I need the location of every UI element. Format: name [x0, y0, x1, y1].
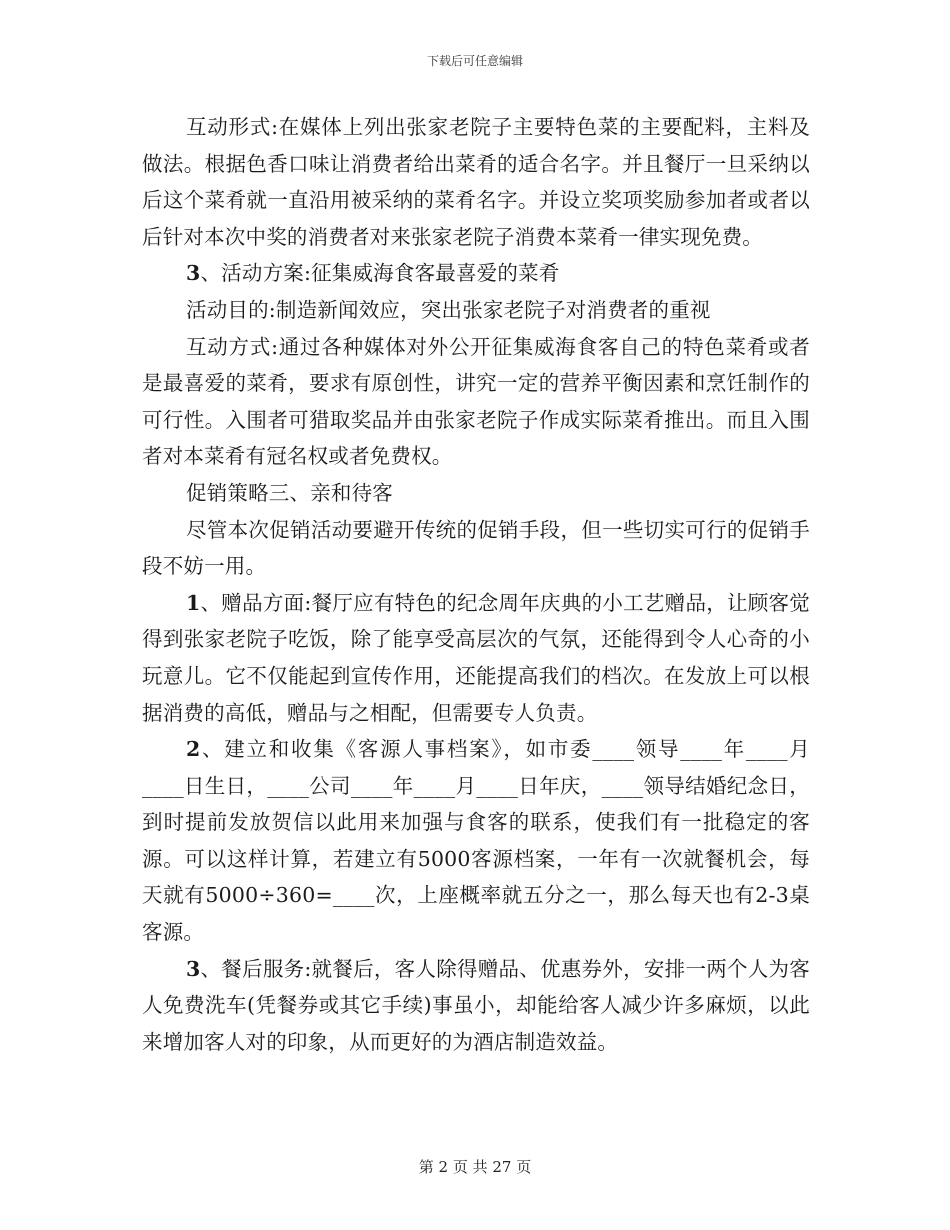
page-number: 第 2 页 共 27 页: [418, 1158, 532, 1176]
paragraph-text: 促销策略三、亲和待客: [186, 480, 393, 505]
paragraph-number: 1: [186, 590, 201, 615]
paragraph-text: 、建立和收集《客源人事档案》，如市委____领导____年____月____日生日，____公司____年____月____日年庆，____领导结婚纪念日，到时提前发放贺信以此用来加强与食客的联系，使我们有一批稳定的客源。可以这样计算，若建立有5000客源档案，一年有一次就餐机会，每天就有5000÷360=____次，上座概率就五分之一，那么每天也有2-3桌客源。: [142, 737, 810, 945]
paragraph: [142, 951, 810, 1061]
document-body: [142, 109, 810, 1060]
section-heading: [142, 475, 810, 512]
paragraph-text: 、赠品方面:餐厅应有特色的纪念周年庆典的小工艺赠品，让顾客觉得到张家老院子吃饭，除了能享受高层次的气氛，还能得到令人心奇的小玩意儿。它不仅能起到宣传作用，还能提高我们的档次。在发放上可以根据消费的高低，赠品与之相配，但需要专人负责。: [142, 590, 810, 725]
paragraph: [142, 255, 810, 292]
paragraph: [142, 329, 810, 475]
paragraph-number: 3: [186, 956, 201, 981]
paragraph-number: 2: [186, 737, 201, 762]
paragraph: [142, 512, 810, 585]
paragraph: [142, 585, 810, 731]
paragraph-text: 、餐后服务:就餐后，客人除得赠品、优惠券外，安排一两个人为客人免费洗车(凭餐券或其它手续)事虽小，却能给客人减少许多麻烦，以此来增加客人对的印象，从而更好的为酒店制造效益。: [142, 956, 810, 1054]
paragraph: [142, 109, 810, 255]
paragraph-text: 互动方式:通过各种媒体对外公开征集威海食客自己的特色菜肴或者是最喜爱的菜肴，要求有原创性，讲究一定的营养平衡因素和烹饪制作的可行性。入围者可猎取奖品并由张家老院子作成实际菜肴推出。而且入围者对本菜肴有冠名权或者免费权。: [142, 334, 810, 469]
header-note: 下载后可任意编辑: [426, 54, 523, 68]
paragraph: [142, 731, 810, 951]
paragraph: [142, 292, 810, 329]
paragraph-text: 互动形式:在媒体上列出张家老院子主要特色菜的主要配料，主料及做法。根据色香口味让消费者给出菜肴的适合名字。并且餐厅一旦采纳以后这个菜肴就一直沿用被采纳的菜肴名字。并设立奖项奖励参加者或者以后针对本次中奖的消费者对来张家老院子消费本菜肴一律实现免费。: [142, 115, 810, 249]
paragraph-number: 3: [186, 261, 201, 286]
paragraph-text: 、活动方案:征集威海食客最喜爱的菜肴: [200, 261, 560, 286]
paragraph-text: 活动目的:制造新闻效应，突出张家老院子对消费者的重视: [186, 297, 711, 322]
paragraph-text: 尽管本次促销活动要避开传统的促销手段，但一些切实可行的促销手段不妨一用。: [142, 517, 810, 579]
